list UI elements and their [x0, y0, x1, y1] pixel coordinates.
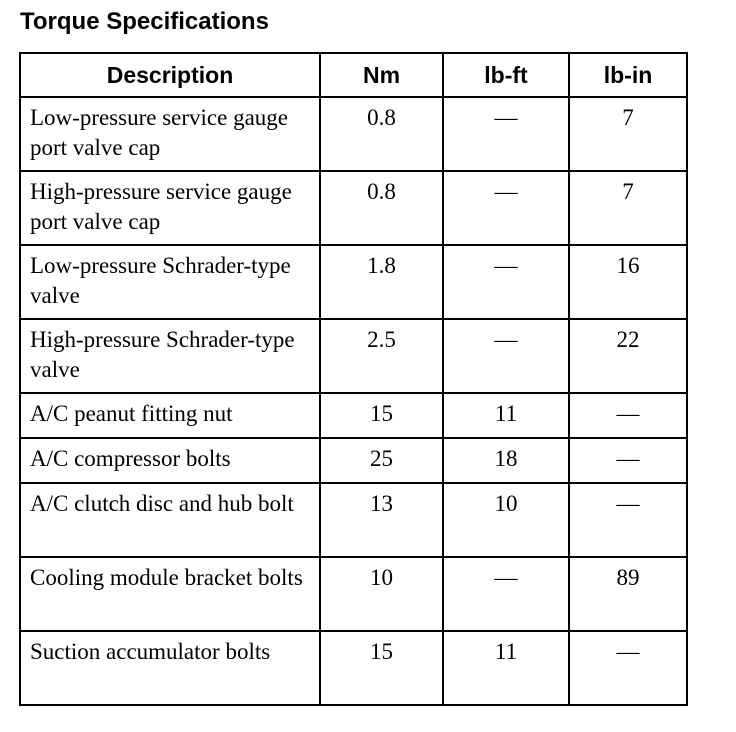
description-cell: A/C clutch disc and hub bolt — [20, 483, 320, 557]
description-cell: A/C compressor bolts — [20, 438, 320, 483]
description-cell: High-pressure Schrader-type valve — [20, 319, 320, 393]
table-row — [20, 171, 687, 245]
lb-ft-cell: — — [443, 97, 569, 171]
torque-spec-table — [19, 52, 688, 706]
table-row — [20, 483, 687, 557]
lb-ft-cell: 10 — [443, 483, 569, 557]
table-row — [20, 319, 687, 393]
lb-in-cell: 7 — [569, 171, 687, 245]
nm-cell: 0.8 — [320, 171, 443, 245]
lb-in-cell: — — [569, 393, 687, 438]
description-cell: Low-pressure Schrader-type valve — [20, 245, 320, 319]
description-cell: High-pressure service gauge port valve cap — [20, 171, 320, 245]
description-cell: A/C peanut fitting nut — [20, 393, 320, 438]
lb-in-cell: — — [569, 631, 687, 705]
table-row — [20, 631, 687, 705]
lb-ft-cell: — — [443, 171, 569, 245]
lb-in-cell: 22 — [569, 319, 687, 393]
column-header-description: Description — [20, 53, 320, 97]
table-row — [20, 438, 687, 483]
nm-cell: 0.8 — [320, 97, 443, 171]
lb-ft-cell: 11 — [443, 631, 569, 705]
nm-cell: 1.8 — [320, 245, 443, 319]
nm-cell: 13 — [320, 483, 443, 557]
table-header-row — [20, 53, 687, 97]
column-header-lb-ft: lb-ft — [443, 53, 569, 97]
lb-in-cell: 16 — [569, 245, 687, 319]
description-cell: Low-pressure service gauge port valve cap — [20, 97, 320, 171]
column-header-lb-in: lb-in — [569, 53, 687, 97]
nm-cell: 10 — [320, 557, 443, 631]
nm-cell: 15 — [320, 631, 443, 705]
lb-ft-cell: — — [443, 319, 569, 393]
nm-cell: 2.5 — [320, 319, 443, 393]
description-cell: Suction accumulator bolts — [20, 631, 320, 705]
nm-cell: 15 — [320, 393, 443, 438]
nm-cell: 25 — [320, 438, 443, 483]
lb-in-cell: 7 — [569, 97, 687, 171]
lb-ft-cell: 18 — [443, 438, 569, 483]
lb-ft-cell: — — [443, 245, 569, 319]
lb-ft-cell: 11 — [443, 393, 569, 438]
description-cell: Cooling module bracket bolts — [20, 557, 320, 631]
table-row — [20, 393, 687, 438]
table-row — [20, 245, 687, 319]
lb-in-cell: — — [569, 483, 687, 557]
lb-in-cell: — — [569, 438, 687, 483]
lb-in-cell: 89 — [569, 557, 687, 631]
page-title: Torque Specifications — [20, 8, 269, 35]
column-header-nm: Nm — [320, 53, 443, 97]
table-row — [20, 557, 687, 631]
lb-ft-cell: — — [443, 557, 569, 631]
table-row — [20, 97, 687, 171]
